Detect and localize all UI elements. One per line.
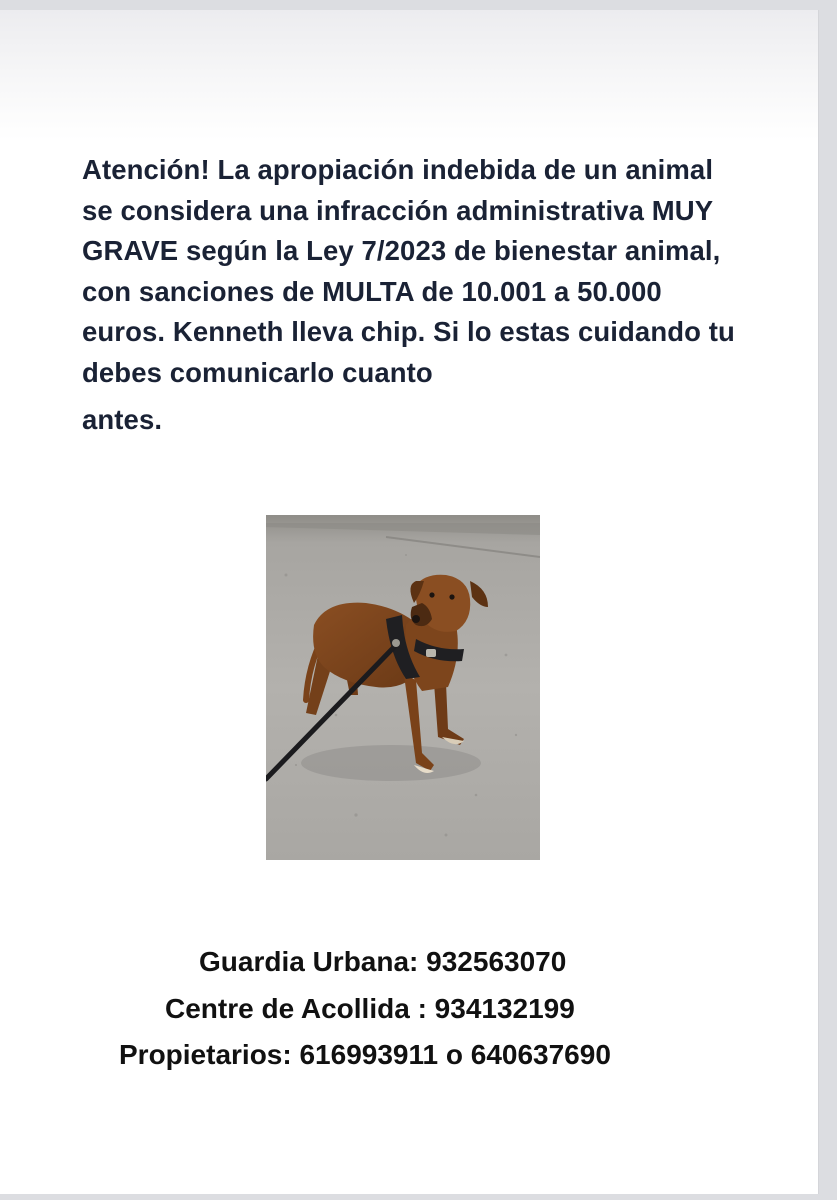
contact-propietarios: Propietarios: 616993911 o 640637690 xyxy=(119,1039,611,1070)
contact-centre-acollida: Centre de Acollida : 934132199 xyxy=(165,993,575,1024)
dog-photo xyxy=(266,515,540,860)
flyer-page xyxy=(0,10,819,1194)
contact-guardia-urbana: Guardia Urbana: 932563070 xyxy=(199,946,567,977)
legal-notice xyxy=(82,150,742,441)
notice-text-end: antes. xyxy=(82,404,163,435)
notice-text: Atención! La apropiación indebida de un animal se considera una infracción administrativa MUY GRAVE según la Ley 7/2023 de bienestar animal, con sanciones de MULTA de 10.001 a 50.000 euros. Kenneth lleva chip. Si lo estas cuidando tu debes comunicarlo cuanto xyxy=(82,154,735,388)
